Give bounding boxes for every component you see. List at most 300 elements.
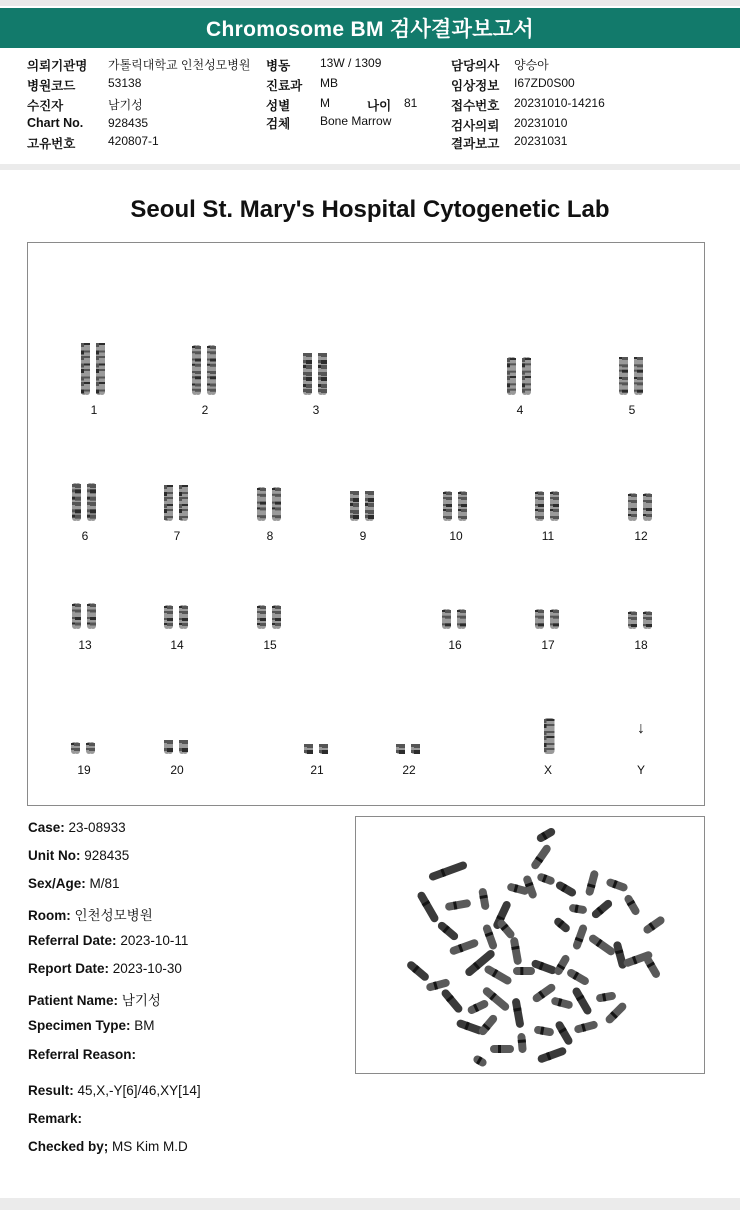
specimen-value: BM xyxy=(134,1018,155,1033)
chromosome-band xyxy=(637,364,643,367)
chromosome-band xyxy=(460,623,466,626)
chromosome-band xyxy=(538,610,544,613)
chromosome-band xyxy=(547,736,555,738)
chromosome-band xyxy=(167,497,173,499)
metaphase-chromosome xyxy=(436,920,460,942)
chromosome-band xyxy=(210,371,216,374)
metaphase-chromosome xyxy=(585,869,599,896)
chromosome-band xyxy=(622,377,628,380)
chromosome-band xyxy=(210,384,216,387)
chromosome-band xyxy=(99,351,105,353)
chromosome-band xyxy=(210,359,216,362)
metaphase-chromosome xyxy=(571,986,593,1016)
chromosome-band xyxy=(538,616,544,619)
chromosome-band xyxy=(75,497,81,501)
chromosome-label: 20 xyxy=(170,763,184,777)
chromosome-band xyxy=(182,606,188,609)
header-value: 420807-1 xyxy=(108,134,159,148)
chromosome-pair-22 xyxy=(393,744,425,754)
chromosome-label: 2 xyxy=(201,403,209,417)
chromosome-band xyxy=(622,357,628,360)
chromosome-band xyxy=(306,360,312,364)
chromosome-band xyxy=(353,510,359,514)
chromosome-band xyxy=(461,516,467,519)
chromosome-band xyxy=(167,504,173,506)
lab-title: Seoul St. Mary's Hospital Cytogenetic Lab xyxy=(130,196,610,223)
chromosome-band xyxy=(90,617,96,620)
chromosome-label: 5 xyxy=(628,403,636,417)
chromosome-band xyxy=(74,743,80,746)
chromosome-pair-14 xyxy=(161,605,193,629)
chromosome-band xyxy=(167,606,173,609)
chromosome-band xyxy=(321,389,327,393)
result-line xyxy=(28,1083,201,1098)
chromosome-band xyxy=(646,500,652,503)
header-label: 담당의사 xyxy=(451,59,500,73)
chromosome-band xyxy=(75,610,81,613)
chromosome-band xyxy=(547,748,555,750)
metaphase-chromosome xyxy=(537,1046,568,1064)
chromosome-band xyxy=(99,364,105,366)
chromosome-band xyxy=(90,484,96,488)
chromosome-band xyxy=(90,497,96,501)
chromosome-band xyxy=(167,516,173,518)
metaphase-chromosome xyxy=(568,903,587,914)
header-value: 20231010-14216 xyxy=(514,96,605,110)
chromosome-band xyxy=(637,390,643,393)
case-value: 23-08933 xyxy=(68,820,126,835)
metaphase-chromosome xyxy=(604,1001,628,1025)
chromosome-band xyxy=(414,750,420,754)
chromosome-band xyxy=(553,623,559,626)
chromosome-pair-20 xyxy=(161,740,193,754)
remark-line xyxy=(28,1111,82,1126)
chromosome-pair-12 xyxy=(625,493,657,521)
chromosome-label: 1 xyxy=(90,403,98,417)
chromatid xyxy=(182,485,188,521)
chromosome-band xyxy=(260,618,266,621)
metaphase-chromosome xyxy=(590,898,614,920)
chromosome-band xyxy=(553,616,559,619)
chromosome-pair-19 xyxy=(68,742,100,754)
chromosome-band xyxy=(368,491,374,495)
header-value: 928435 xyxy=(108,116,149,130)
chromosome-band xyxy=(525,358,531,360)
header-value: 양승아 xyxy=(514,58,549,72)
chromosome-band xyxy=(461,497,467,500)
chromosome-band xyxy=(260,515,266,518)
report-date-line xyxy=(28,961,182,976)
header-label: 병원코드 xyxy=(27,79,76,93)
header-label: 나이 xyxy=(367,99,392,113)
chromosome-label: Y xyxy=(636,763,645,777)
header-value: 가톨릭대학교 인천성모병원 xyxy=(108,58,251,72)
specimen-label: Specimen Type: xyxy=(28,1018,131,1033)
chromosome-pair-21 xyxy=(301,744,333,754)
specimen-line xyxy=(28,1018,155,1033)
chromosome-band xyxy=(260,611,266,614)
room-value: 인천성모병원 xyxy=(74,908,153,923)
chromosome-label: 3 xyxy=(312,403,320,417)
chromosome-band xyxy=(321,384,327,388)
chromosome-band xyxy=(646,508,652,511)
metaphase-chromosome xyxy=(445,899,472,911)
chromosome-pair-1 xyxy=(78,343,110,395)
chromosome-band xyxy=(90,489,96,493)
metaphase-chromosome xyxy=(428,860,468,881)
sex-age-line xyxy=(28,876,120,891)
chromosome-band xyxy=(446,509,452,512)
chromosome-band xyxy=(461,509,467,512)
chromosome-band xyxy=(167,740,173,744)
header-label: 병동 xyxy=(266,59,291,73)
metaphase-chromosome xyxy=(623,893,641,916)
case-line xyxy=(28,820,126,835)
chromosome-band xyxy=(631,617,637,620)
header-label: Chart No. xyxy=(27,116,84,130)
chromosome-band xyxy=(195,351,201,354)
chromosome-band xyxy=(622,382,628,385)
chromosome-band xyxy=(637,357,643,360)
chromosome-band xyxy=(260,606,266,609)
chromosome-band xyxy=(399,750,405,754)
chromosome-band xyxy=(307,750,313,754)
chromosome-band xyxy=(182,618,188,621)
report-date-value: 2023-10-30 xyxy=(112,961,182,976)
patient-name-line xyxy=(28,989,161,1009)
metaphase-chromosome xyxy=(553,916,572,934)
chromosome-band xyxy=(275,507,281,510)
chromosome-label: 8 xyxy=(266,529,274,543)
footer-strip xyxy=(0,1198,740,1210)
chromosome-band xyxy=(538,516,544,519)
metaphase-chromosome xyxy=(536,872,556,886)
chromosome-band xyxy=(547,719,555,721)
chromosome-band xyxy=(510,358,516,360)
chromosome-band xyxy=(445,610,451,613)
chromosome-band xyxy=(167,492,173,494)
chromosome-band xyxy=(353,498,359,502)
metaphase-chromosome xyxy=(466,999,489,1016)
chromosome-band xyxy=(446,516,452,519)
case-label: Case: xyxy=(28,820,65,835)
metaphase-chromosome xyxy=(513,967,535,975)
chromosome-label: 13 xyxy=(78,638,92,652)
header-value: 53138 xyxy=(108,76,142,90)
metaphase-chromosome xyxy=(510,937,523,966)
chromosome-band xyxy=(99,382,105,384)
chromosome-band xyxy=(182,516,188,518)
chromosome-band xyxy=(510,371,516,373)
metaphase-chromosome xyxy=(550,996,573,1009)
chromosome-pair-4 xyxy=(504,357,536,395)
chromosome-band xyxy=(646,624,652,627)
chromatid xyxy=(622,357,628,395)
chromosome-band xyxy=(84,356,90,358)
chromosome-band xyxy=(90,509,96,513)
metaphase-chromosome xyxy=(478,887,490,910)
chromosome-band xyxy=(99,369,105,371)
chromosome-band xyxy=(210,351,216,354)
top-strip xyxy=(0,0,740,6)
chromosome-band xyxy=(553,516,559,519)
chromosome-band xyxy=(210,364,216,367)
chromosome-band xyxy=(275,618,281,621)
chromosome-band xyxy=(322,750,328,754)
metaphase-chromosome xyxy=(642,915,666,935)
chromosome-band xyxy=(167,509,173,511)
chromosome-pair-17 xyxy=(532,609,564,629)
chromosome-band xyxy=(75,623,81,626)
chromosome-band xyxy=(260,507,266,510)
chromosome-band xyxy=(553,509,559,512)
chromosome-band xyxy=(538,509,544,512)
chromosome-band xyxy=(182,740,188,744)
chromosome-band xyxy=(275,494,281,497)
chromosome-band xyxy=(646,612,652,615)
chromosome-band xyxy=(446,497,452,500)
chromosome-band xyxy=(195,359,201,362)
chromosome-band xyxy=(321,372,327,376)
header-label: 임상정보 xyxy=(451,79,500,93)
chromosome-band xyxy=(84,377,90,379)
chromosome-pair-16 xyxy=(439,609,471,629)
chromosome-pair-9 xyxy=(347,491,379,521)
metaphase-chromosome xyxy=(490,1045,514,1053)
metaphase-chromosome xyxy=(496,918,516,940)
chromosome-band xyxy=(167,485,173,487)
chromosome-label: 12 xyxy=(634,529,648,543)
chromosome-band xyxy=(622,364,628,367)
chromosome-label: 17 xyxy=(541,638,555,652)
metaphase-chromosome xyxy=(554,880,577,898)
metaphase-chromosome xyxy=(416,890,440,923)
chromosome-band xyxy=(525,383,531,385)
header-label: 고유번호 xyxy=(27,137,76,151)
chromosome-band xyxy=(547,731,555,733)
chromosome-band xyxy=(306,353,312,357)
chromosome-band xyxy=(75,604,81,607)
remark-label: Remark: xyxy=(28,1111,83,1126)
patient-name-value: 남기성 xyxy=(121,993,161,1008)
chromosome-pair-3 xyxy=(300,353,332,395)
chromosome-band xyxy=(89,748,95,751)
checked-by-line xyxy=(28,1139,188,1154)
metaphase-chromosome xyxy=(477,1013,499,1037)
chromosome-label: 4 xyxy=(516,403,524,417)
chromosome-band xyxy=(525,363,531,365)
chromosome-band xyxy=(538,504,544,507)
chromosome-band xyxy=(525,389,531,391)
chromosome-label: 14 xyxy=(170,638,184,652)
chromosome-pair-11 xyxy=(532,491,564,521)
chromosome-band xyxy=(84,382,90,384)
header-value: MB xyxy=(320,76,338,90)
chromosome-band xyxy=(182,504,188,506)
header-label: 결과보고 xyxy=(451,137,500,151)
chromosome-band xyxy=(182,492,188,494)
chromosome-band xyxy=(75,502,81,506)
chromosome-pair-13 xyxy=(69,603,101,629)
chromosome-band xyxy=(321,360,327,364)
room-line xyxy=(28,904,153,924)
metaphase-chromosome xyxy=(535,827,556,844)
chromosome-label: 18 xyxy=(634,638,648,652)
chromosome-label: 15 xyxy=(263,638,277,652)
chromosome-band xyxy=(631,624,637,627)
metaphase-chromosome xyxy=(533,1025,554,1036)
chromosome-band xyxy=(260,494,266,497)
patient-name-label: Patient Name: xyxy=(28,993,119,1008)
chromosome-band xyxy=(538,623,544,626)
metaphase-chromosome xyxy=(517,1033,527,1054)
chromosome-band xyxy=(167,611,173,614)
chromosome-pair-2 xyxy=(189,345,221,395)
metaphase-chromosome xyxy=(573,1020,598,1034)
chromosome-band xyxy=(510,383,516,385)
chromosome-band xyxy=(460,610,466,613)
chromosome-band xyxy=(525,371,531,373)
chromosome-band xyxy=(75,509,81,513)
chromosome-pair-18 xyxy=(625,611,657,629)
chromosome-band xyxy=(622,390,628,393)
chromosome-band xyxy=(322,744,328,748)
chromosome-label: 9 xyxy=(359,529,367,543)
metaphase-chromosome xyxy=(405,960,430,983)
chromosome-band xyxy=(553,504,559,507)
chromosome-band xyxy=(631,508,637,511)
chromosome-pair-x xyxy=(541,718,555,754)
sex-age-value: M/81 xyxy=(89,876,120,891)
chromosome-band xyxy=(195,346,201,349)
metaphase-chromosome xyxy=(587,933,616,957)
chromosome-band xyxy=(446,492,452,495)
header-info xyxy=(0,50,740,162)
chromosome-band xyxy=(538,497,544,500)
chromosome-band xyxy=(210,389,216,392)
chromosome-band xyxy=(182,748,188,752)
report-date-label: Report Date: xyxy=(28,961,110,976)
chromosome-band xyxy=(89,743,95,746)
unit-value: 928435 xyxy=(84,848,130,863)
chromosome-band xyxy=(646,617,652,620)
chromosome-band xyxy=(547,743,555,745)
chromosome-band xyxy=(75,617,81,620)
chromosome-pair-5 xyxy=(616,357,648,395)
missing-y-arrow-icon: ↓ xyxy=(637,720,645,737)
chromosome-band xyxy=(631,494,637,497)
chromosome-band xyxy=(306,372,312,376)
chromosome-band xyxy=(84,390,90,392)
metaphase-chromosome xyxy=(566,968,591,987)
chromosome-band xyxy=(553,610,559,613)
header-value: 남기성 xyxy=(108,98,143,112)
metaphase-chromosome xyxy=(605,877,628,892)
chromosome-band xyxy=(182,623,188,626)
chromosome-label: 21 xyxy=(310,763,324,777)
metaphase-chromosome xyxy=(572,923,588,950)
chromosome-label: 16 xyxy=(448,638,462,652)
header-value: Bone Marrow xyxy=(320,114,392,128)
chromosome-band xyxy=(368,498,374,502)
chromosome-band xyxy=(321,377,327,381)
chromosome-band xyxy=(167,623,173,626)
chromosome-band xyxy=(646,494,652,497)
chromosome-band xyxy=(84,351,90,353)
header-label: 성별 xyxy=(266,99,291,113)
chromosome-pair-8 xyxy=(254,487,286,521)
chromosome-band xyxy=(90,623,96,626)
header-label: 의뢰기관명 xyxy=(27,59,88,73)
chromosome-band xyxy=(275,502,281,505)
metaphase-image xyxy=(355,816,705,1074)
metaphase-chromosome xyxy=(481,986,511,1013)
chromatid xyxy=(167,485,173,521)
header-label: 검체 xyxy=(266,117,291,131)
chromosome-band xyxy=(353,515,359,519)
metaphase-chromosome xyxy=(483,964,513,986)
chromosome-band xyxy=(510,376,516,378)
chromosome-band xyxy=(368,503,374,507)
chromosome-band xyxy=(74,748,80,751)
header-label: 진료과 xyxy=(266,79,303,93)
chromosome-band xyxy=(446,504,452,507)
chromosome-label: 6 xyxy=(81,529,89,543)
chromosome-band xyxy=(461,492,467,495)
chromosome-band xyxy=(99,390,105,392)
header-value: I67ZD0S00 xyxy=(514,76,575,90)
unit-line xyxy=(28,848,129,863)
chromosome-band xyxy=(182,611,188,614)
unit-label: Unit No: xyxy=(28,848,81,863)
chromosome-label: 19 xyxy=(77,763,91,777)
section-divider xyxy=(0,164,740,170)
chromosome-pair-15 xyxy=(254,605,286,629)
chromosome-band xyxy=(306,384,312,388)
chromosome-pair-7 xyxy=(161,485,193,521)
chromosome-band xyxy=(622,370,628,373)
chromosome-band xyxy=(368,510,374,514)
chromosome-label: 22 xyxy=(402,763,416,777)
header-value: 20231031 xyxy=(514,134,568,148)
chromosome-band xyxy=(182,485,188,487)
chromosome-band xyxy=(167,618,173,621)
chromosome-band xyxy=(306,389,312,393)
header-value: 13W / 1309 xyxy=(320,56,382,70)
chromosome-band xyxy=(210,346,216,349)
metaphase-chromosome xyxy=(511,998,524,1029)
header-value: M xyxy=(320,96,330,110)
chromosome-band xyxy=(445,623,451,626)
chromosome-band xyxy=(260,502,266,505)
chromosome-band xyxy=(414,744,420,748)
chromosome-band xyxy=(90,610,96,613)
chromosome-band xyxy=(547,724,555,726)
referral-reason-label: Referral Reason: xyxy=(28,1047,137,1062)
chromosome-band xyxy=(460,616,466,619)
checked-by-label: Checked by; xyxy=(28,1139,109,1154)
chromosome-label: 10 xyxy=(449,529,463,543)
metaphase-chromosome xyxy=(440,988,464,1015)
chromosome-band xyxy=(275,606,281,609)
chromosome-band xyxy=(637,370,643,373)
chromosome-label: X xyxy=(543,763,552,777)
chromosome-band xyxy=(90,515,96,519)
chromosome-band xyxy=(99,356,105,358)
header-value: 81 xyxy=(404,96,418,110)
chromosome-band xyxy=(182,497,188,499)
chromosome-band xyxy=(307,744,313,748)
